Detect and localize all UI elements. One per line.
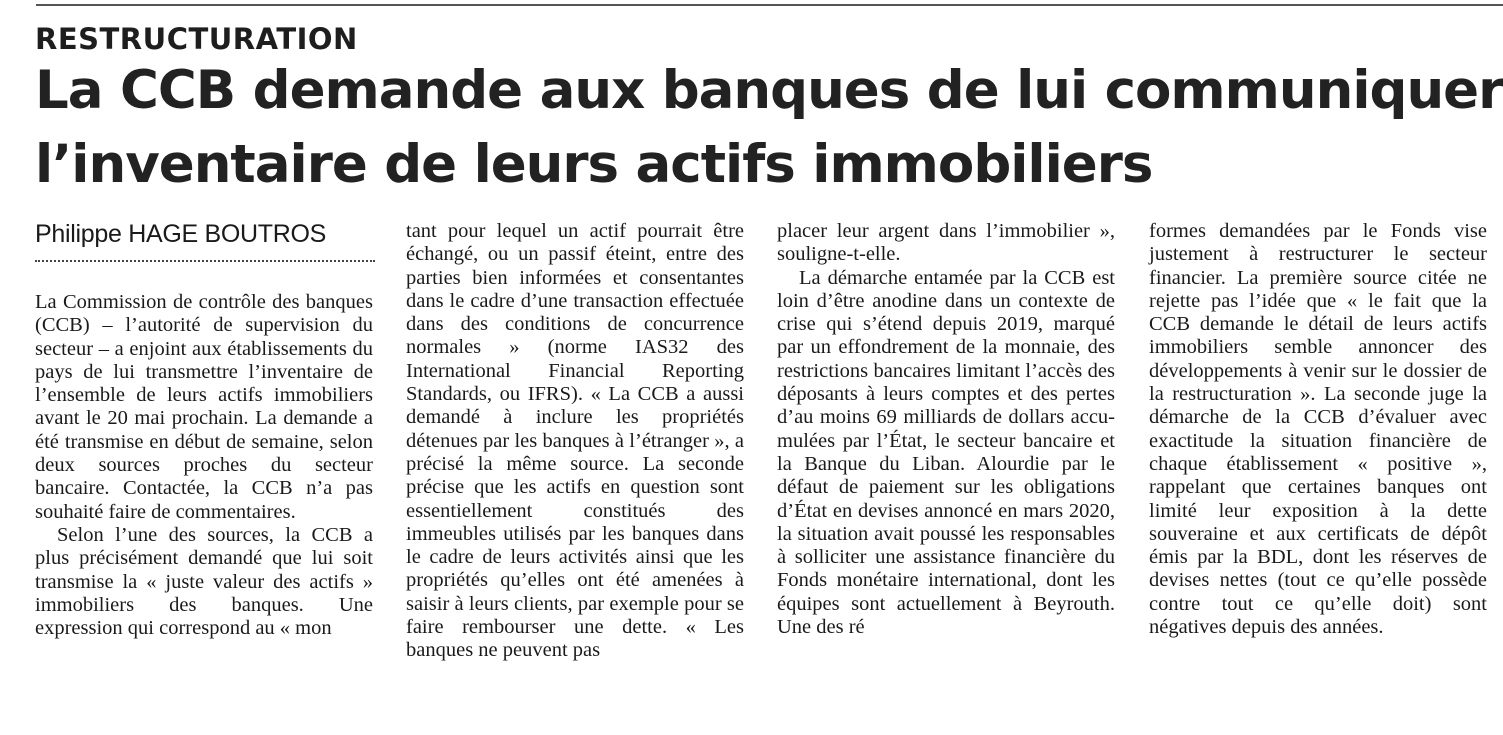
- article-column-3: [777, 220, 1115, 639]
- article-column-4: [1149, 220, 1487, 639]
- paragraph: Selon l’une des sources, la CCB a plus précisément demandé que lui soit transmise la « juste valeur des actifs » immobiliers des banques. Une expression qui correspond au « mon: [35, 523, 373, 640]
- top-rule: [36, 4, 1503, 6]
- paragraph: tant pour lequel un actif pourrait être échangé, ou un passif éteint, entre des parties bien informées et consentantes dans le cadre d’une transaction effectuée dans des conditions de concurrence normales » (norme IAS32 des International Financial Reporting Standards, ou IFRS). « La CCB a aussi demandé à inclure les propriétés détenues par les banques à l’étranger », a précisé la même source. La seconde précise que les actifs en question sont essentiellement constitués des immeubles utilisés par les banques dans le cadre de leurs activités ainsi que les propriétés qu’elles ont été amenées à saisir à leurs clients, par exemple pour se faire rembourser une dette. « Les banques ne peuvent pas: [406, 220, 744, 662]
- paragraph: placer leur argent dans l’immobilier », souligne-t-elle.: [777, 220, 1115, 266]
- headline-line-2: l’inventaire de leurs actifs immobiliers: [35, 134, 1153, 195]
- paragraph: formes demandées par le Fonds vise justement à restructurer le secteur financier. La première source citée ne rejette pas l’idée que « le fait que la CCB demande le détail de leurs actifs immobiliers semble annoncer des développements à venir sur le dossier de la restructuration ». La seconde juge la démarche de la CCB d’évaluer avec exactitude la situation financière de chaque établissement « positive », rappelant que certaines banques ont limité leur exposition à la dette souveraine et aux certificats de dépôt émis par la BDL, dont les réserves de devises nettes (tout ce qu’elle possède contre tout ce qu’elle doit) sont négatives depuis des années.: [1149, 220, 1487, 639]
- byline-divider: [35, 260, 375, 262]
- article-column-1: [35, 291, 373, 640]
- section-kicker: RESTRUCTURATION: [35, 22, 358, 56]
- paragraph: La Commission de contrôle des banques (CCB) – l’autorité de supervision du secteur – a enjoint aux établissements du pays de lui transmettre l’inventaire de l’ensemble de leurs actifs immobiliers avant le 20 mai prochain. La demande a été transmise en début de semaine, selon deux sources proches du secteur bancaire. Contactée, la CCB n’a pas souhaité faire de commentaires.: [35, 291, 373, 523]
- headline-line-1: La CCB demande aux banques de lui communiquer: [35, 60, 1503, 121]
- author-byline: Philippe HAGE BOUTROS: [35, 220, 327, 248]
- paragraph: La démarche entamée par la CCB est loin d’être anodine dans un contexte de crise qui s’étend depuis 2019, marqué par un effondrement de la monnaie, des restrictions bancaires limitant l’accès des déposants à leurs comptes et des pertes d’au moins 69 milliards de dollars accumulées par l’État, le secteur bancaire et la Banque du Liban. Alourdie par le défaut de paiement sur les obligations d’État en devises annoncé en mars 2020, la situation avait poussé les responsables à solliciter une assistance financière du Fonds monétaire international, dont les équipes sont actuellement à Beyrouth. Une des ré: [777, 266, 1115, 639]
- article-headline: [35, 54, 1503, 202]
- article-column-2: [406, 220, 744, 663]
